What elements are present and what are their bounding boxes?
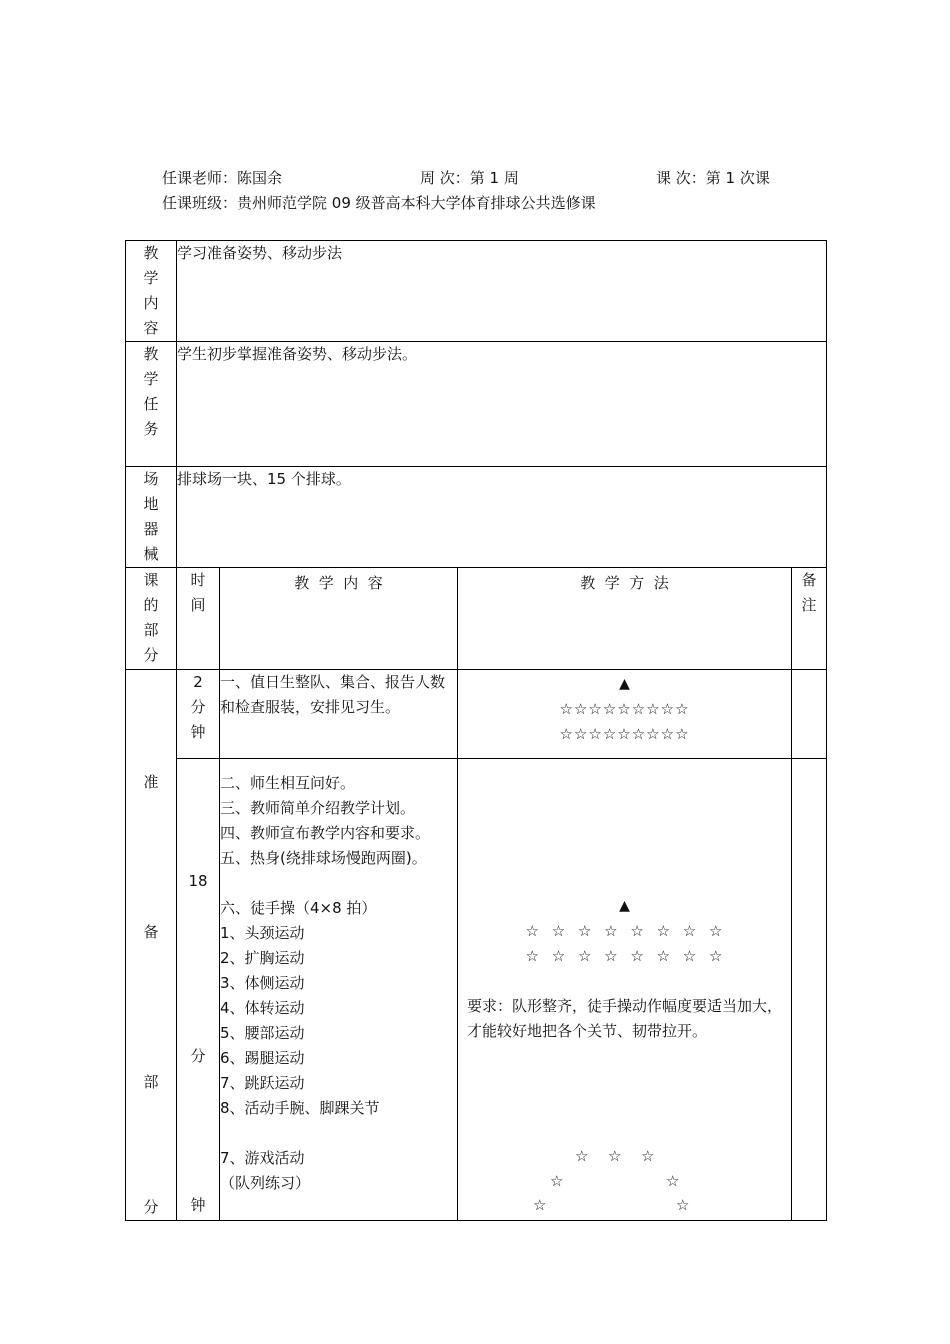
teacher-triangle-icon: ▲ [619, 676, 630, 692]
game-formation-star: ☆ [575, 1147, 589, 1166]
venue-label: 场 地 器 械 [126, 467, 177, 568]
section2-note [792, 759, 827, 1221]
teaching-task-row [126, 342, 827, 467]
week-label: 周 次：第 1 周 [420, 169, 519, 187]
section2-item-list: 二、师生相互问好。 三、教师简单介绍教学计划。 四、教师宣布教学内容和要求。 五、热身(绕排球场慢跑两圈)。 六、徒手操（4×8 拍） 1、头颈运动 2、扩胸运动 3、体侧运动 4、体转运动 5、腰部运动 6、踢腿运动 7、跳跃运动 8、活动手腕、脚踝关节 7、游戏活动 （队列练习） [220, 774, 431, 1193]
section1-content: 一、值日生整队、集合、报告人数和检查服装，安排见习生。 [220, 670, 458, 759]
column-header-row [126, 568, 827, 670]
teaching-task-text: 学生初步掌握准备姿势、移动步法。 [177, 342, 827, 467]
section2-time: 18 分 钟 [177, 759, 220, 1221]
exercise-formation-row-1: ☆ ☆ ☆ ☆ ☆ ☆ ☆ ☆ [525, 922, 724, 941]
teacher-triangle-icon: ▲ [619, 898, 630, 915]
lesson-number-label: 课 次：第 1 次课 [656, 169, 770, 187]
student-formation-row-2: ☆☆☆☆☆☆☆☆☆ [559, 725, 690, 743]
game-formation-star: ☆ [550, 1172, 564, 1191]
teaching-content-label: 教 学 内 容 [126, 241, 177, 342]
lesson-header [162, 168, 802, 218]
teaching-content-row [126, 241, 827, 342]
game-formation-star: ☆ [533, 1196, 547, 1215]
method-column-header: 教 学 方 法 [458, 568, 792, 670]
section1-time: 2 分 钟 [177, 670, 220, 759]
section2-content [220, 759, 458, 1221]
content-column-header: 教 学 内 容 [220, 568, 458, 670]
section2-row [126, 759, 827, 1221]
section1-note [792, 670, 827, 759]
exercise-requirement: 要求：队形整齐，徒手操动作幅度要适当加大，才能较好地把各个关节、韧带拉开。 [467, 997, 783, 1041]
game-formation-star: ☆ [641, 1147, 655, 1166]
teaching-content-text: 学习准备姿势、移动步法 [177, 241, 827, 342]
game-formation-star: ☆ [676, 1196, 690, 1215]
part-column-header: 课 的 部 分 [126, 568, 177, 670]
section1-method [458, 670, 792, 759]
venue-text: 排球场一块、15 个排球。 [177, 467, 827, 568]
teaching-task-label: 教 学 任 务 [126, 342, 177, 467]
section2-method [458, 759, 792, 1221]
venue-row [126, 467, 827, 568]
teacher-label: 任课老师：陈国余 [162, 169, 283, 187]
note-column-header: 备 注 [792, 568, 827, 670]
game-formation-star: ☆ [608, 1147, 622, 1166]
prep-part-label: 准 备 部 分 [126, 670, 177, 1221]
game-formation-star: ☆ [666, 1172, 680, 1191]
lesson-plan-table [125, 240, 827, 1221]
section1-row [126, 670, 827, 759]
exercise-formation-row-2: ☆ ☆ ☆ ☆ ☆ ☆ ☆ ☆ [525, 947, 724, 966]
time-column-header: 时 间 [177, 568, 220, 670]
student-formation-row-1: ☆☆☆☆☆☆☆☆☆ [559, 700, 690, 718]
class-label: 任课班级：贵州师范学院 09 级普高本科大学体育排球公共选修课 [162, 194, 596, 212]
